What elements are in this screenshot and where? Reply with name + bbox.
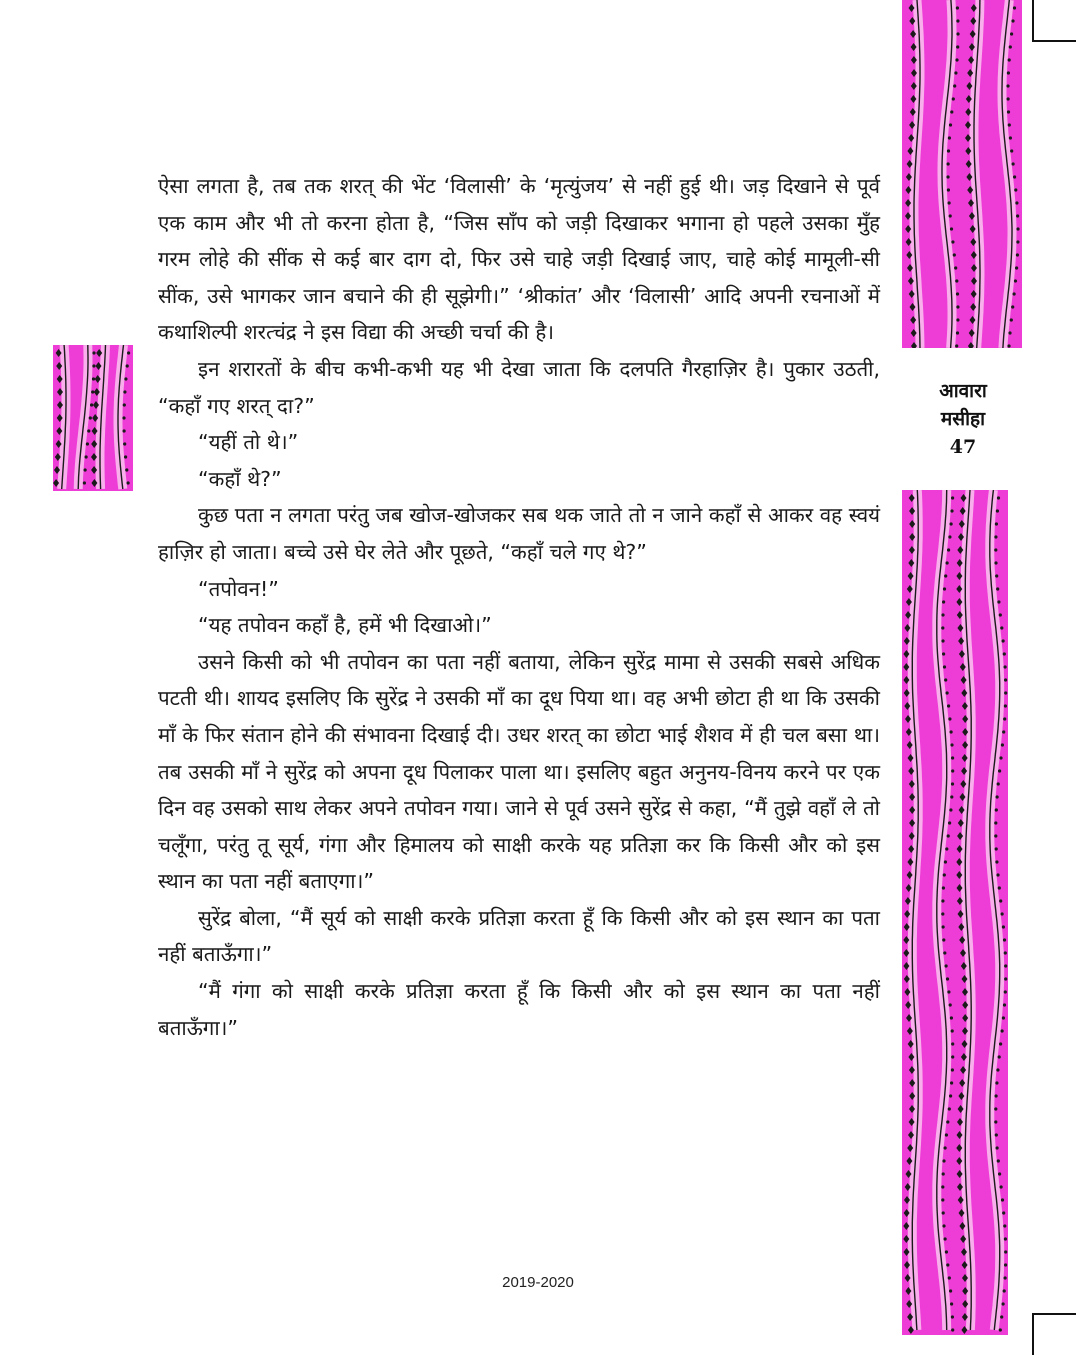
decorative-band-bottom-right [902, 490, 1008, 1335]
crop-mark-bottom-horizontal [1032, 1313, 1076, 1315]
paragraph: “यहीं तो थे।” [198, 430, 299, 455]
decorative-band-top-right [902, 0, 1022, 348]
paragraph: ऐसा लगता है, तब तक शरत् की भेंट ‘विलासी’ के ‘मृत्युंजय’ से नहीं हुई थी। जड़ दिखाने से पूर्व एक काम और भी तो करना होता है, “जिस साँप को जड़ी दिखाकर भगाना हो पहले उसका मुँह गरम लोहे की सींक से कई बार दाग दो, फिर उसे चाहे जड़ी दिखाई जाए, चाहे कोई मामूली-सी सींक, उसे भागकर जान बचाने की ही सूझेगी।” ‘श्रीकांत’ और ‘विलासी’ आदि अपनी रचनाओं में कथाशिल्पी शरत्चंद्र ने इस विद्या की अच्छी चर्चा की है। [158, 174, 880, 345]
decorative-band-left [53, 345, 133, 491]
crop-mark-bottom-vertical [1032, 1313, 1034, 1355]
crop-mark-top-vertical [1032, 0, 1034, 42]
crop-mark-top-horizontal [1032, 40, 1076, 42]
paragraph: सुरेंद्र बोला, “मैं सूर्य को साक्षी करके प्रतिज्ञा करता हूँ कि किसी और को इस स्थान का पता नहीं बताऊँगा।” [158, 905, 880, 967]
chapter-title-line1: आवारा [939, 380, 987, 402]
paragraph: “तपोवन!” [198, 576, 279, 601]
chapter-title-line2: मसीहा [940, 408, 986, 430]
paragraph: “यह तपोवन कहाँ है, हमें भी दिखाओ।” [198, 613, 492, 638]
paragraph: “मैं गंगा को साक्षी करके प्रतिज्ञा करता हूँ कि किसी और को इस स्थान का पता नहीं बताऊँगा।” [158, 979, 880, 1040]
page-number: 47 [949, 436, 977, 458]
main-text [158, 168, 880, 1046]
paragraph: उसने किसी को भी तपोवन का पता नहीं बताया, लेकिन सुरेंद्र मामा से उसकी सबसे अधिक पटती थी। शायद इसलिए कि सुरेंद्र ने उसकी माँ का दूध पिया था। वह अभी छोटा ही था कि उसकी माँ के फिर संतान होने की संभावना दिखाई दी। उधर शरत् का छोटा भाई शैशव में ही चल बसा था। तब उसकी माँ ने सुरेंद्र को अपना दूध पिलाकर पाला था। इसलिए बहुत अनुनय-विनय करने पर एक दिन वह उसको साथ लेकर अपने तपोवन गया। जाने से पूर्व उसने सुरेंद्र से कहा, “मैं तुझे वहाँ ले तो चलूँगा, परंतु तू सूर्य, गंगा और हिमालय को साक्षी करके यह प्रतिज्ञा कर कि किसी और को इस स्थान का पता नहीं बताएगा।” [158, 649, 880, 894]
paragraph: इन शरारतों के बीच कभी-कभी यह भी देखा जाता कि दलपति गैरहाज़िर है। पुकार उठती, “कहाँ गए शरत् दा?” [158, 356, 880, 418]
paragraph: कुछ पता न लगता परंतु जब खोज-खोजकर सब थक जाते तो न जाने कहाँ से आकर वह स्वयं हाज़िर हो जाता। बच्चे उसे घेर लेते और पूछते, “कहाँ चले गए थे?” [158, 503, 880, 564]
paragraph: “कहाँ थे?” [198, 466, 282, 491]
footer-year: 2019-2020 [502, 1274, 574, 1291]
